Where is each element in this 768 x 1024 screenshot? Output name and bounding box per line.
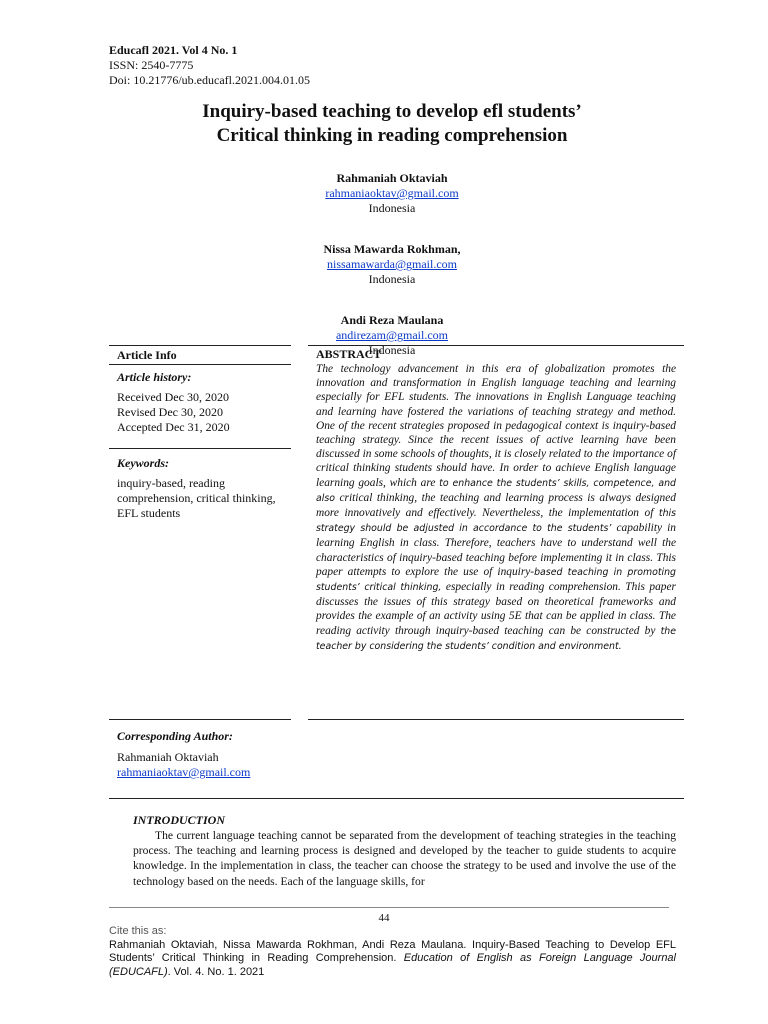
abstract-top-rule	[308, 345, 684, 346]
accepted-date: Accepted Dec 31, 2020	[117, 420, 230, 434]
author-email-link[interactable]: rahmaniaoktav@gmail.com	[325, 186, 459, 200]
corresponding-author-name: Rahmaniah Oktaviah	[117, 750, 219, 764]
footer-rule	[109, 907, 669, 908]
author-block	[192, 242, 592, 287]
introduction-body	[133, 828, 676, 889]
paper-title	[100, 100, 684, 148]
received-date: Received Dec 30, 2020	[117, 390, 229, 404]
keywords-bottom-rule	[109, 719, 291, 720]
author-name: Rahmaniah Oktaviah	[336, 171, 448, 185]
article-info-sub-rule	[109, 364, 291, 365]
corresponding-bottom-rule	[109, 798, 684, 799]
issn: ISSN: 2540-7775	[109, 58, 194, 72]
journal-volume: Educafl 2021. Vol 4 No. 1	[109, 43, 238, 57]
author-country: Indonesia	[368, 343, 416, 357]
abstract-text-alt-font: to enhance the students’ skills, competence, and also	[316, 477, 676, 504]
abstract-text-alt-font: based teaching in promoting students’ critical thinking,	[316, 566, 677, 594]
keywords-label: Keywords:	[117, 456, 169, 470]
author-block	[192, 171, 592, 216]
author-name: Nissa Mawarda Rokhman,	[323, 242, 461, 256]
article-info-top-rule	[109, 345, 291, 346]
abstract-text-alt-font: the teacher by considering the students’ condition and environment	[316, 625, 676, 652]
history-bottom-rule	[109, 448, 291, 449]
author-country: Indonesia	[368, 272, 416, 286]
corresponding-author-label: Corresponding Author:	[117, 729, 233, 743]
abstract-text: The technology advancement in this era of globalization promotes the innovation and transformation in English language teaching and learning especially for EFL students. The innovations in English Language teaching and learning have fostered the variations of teaching strategy and method. One of the recent strategies proposed in pedagogical context is inquiry-based teaching strategy. Since the recent issues of active learning have been discussed in some schools of thoughts, it is closely related to the importance of critical thinking students should have. In order to achieve English language learning goals, which are	[316, 363, 676, 489]
article-info-heading: Article Info	[117, 348, 177, 362]
journal-header	[109, 43, 310, 88]
introduction-heading: INTRODUCTION	[133, 813, 226, 827]
corresponding-author-email-link[interactable]: rahmaniaoktav@gmail.com	[117, 765, 251, 779]
cite-label: Cite this as:	[109, 925, 167, 937]
abstract-text: critical thinking, the teaching and learning process is always designed more innovatively and effectively. Nevertheless, the implementation of	[316, 491, 676, 520]
abstract-text: capability in learning English in class. Therefore, teachers have to understand well the characteristics of inquiry-based teaching before implementing it in class. This paper attempts to explore the use of inquiry-	[316, 522, 676, 578]
abstract-body	[316, 362, 676, 654]
article-history-dates	[117, 390, 287, 435]
abstract-text-alt-font: this strategy should be adjusted in accordance to the students’	[316, 508, 676, 535]
introduction-paragraph: The current language teaching cannot be separated from the development of teaching strategies in the teaching process. The teaching and learning process is designed and developed by the teacher to guide students to acquire knowledge. In the implementation in class, the teacher can choose the strategy to be used and involve the use of the technology based on the needs. Each of the language skills, for	[133, 829, 676, 888]
doi: Doi: 10.21776/ub.educafl.2021.004.01.05	[109, 73, 310, 87]
corresponding-author-block	[117, 750, 317, 780]
citation-volume: . Vol. 4. No. 1. 2021	[167, 965, 265, 978]
author-email-link[interactable]: andirezam@gmail.com	[335, 328, 448, 342]
title-line-2: Critical thinking in reading comprehension	[216, 125, 568, 146]
abstract-heading: ABSTRACT	[316, 347, 382, 361]
keywords-text: inquiry-based, reading comprehension, critical thinking, EFL students	[117, 476, 276, 520]
citation-journal: Education of English as Foreign Language Journal (EDUCAFL)	[109, 952, 676, 978]
author-name: Andi Reza Maulana	[340, 313, 444, 327]
page-number: 44	[378, 912, 390, 924]
abstract-bottom-rule	[308, 719, 684, 720]
author-country: Indonesia	[368, 201, 416, 215]
abstract-text: .	[618, 639, 622, 652]
revised-date: Revised Dec 30, 2020	[117, 405, 223, 419]
article-history-label: Article history:	[117, 370, 192, 384]
title-line-1: Inquiry-based teaching to develop efl students’	[202, 101, 582, 122]
citation-text	[109, 939, 676, 980]
citation-authors-title: Rahmaniah Oktaviah, Nissa Mawarda Rokhman, Andi Reza Maulana. Inquiry-Based Teaching to Develop EFL Students’ Critical Thinking in Reading Comprehension.	[109, 938, 676, 964]
abstract-text: especially in reading comprehension. This paper discusses the issues of this strategy based on theoretical frameworks and provides the example of an activity using 5E that can be applied in class. The reading activity through inquiry-based teaching can be constructed by	[316, 581, 676, 637]
author-email-link[interactable]: nissamawarda@gmail.com	[326, 257, 457, 271]
citation-block	[109, 925, 676, 979]
